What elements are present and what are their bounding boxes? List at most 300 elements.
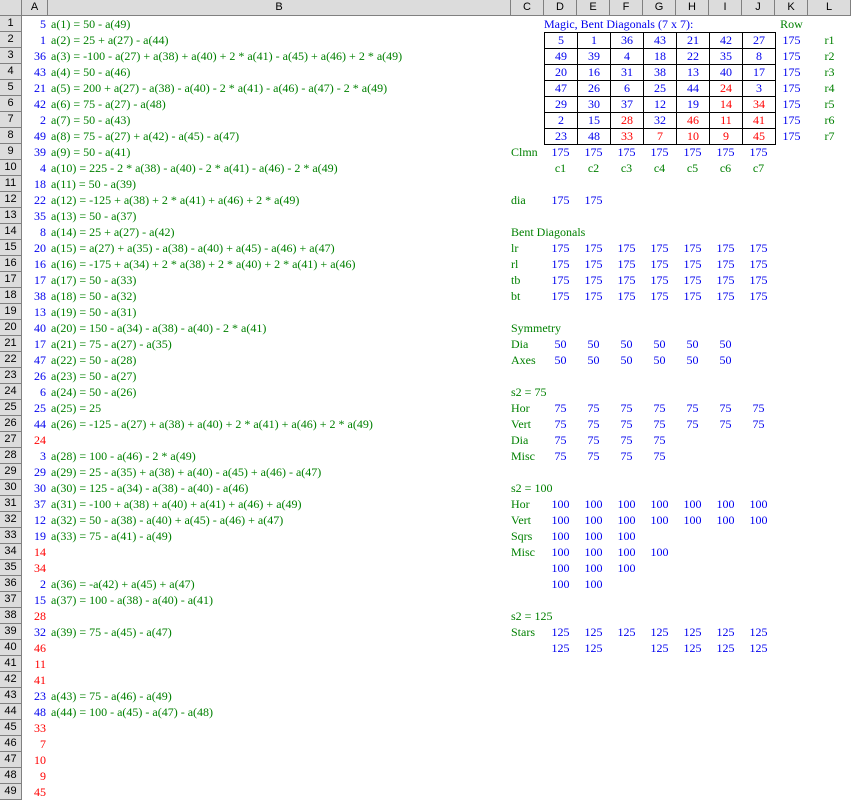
row-header-48[interactable]: 48 [0, 768, 22, 784]
s2-100-r3-v2[interactable]: 100 [584, 529, 603, 543]
magic-cell-r3-c3[interactable]: 31 [610, 64, 644, 81]
s2-100-r2-v6[interactable]: 100 [716, 513, 735, 527]
cell-a11[interactable]: 18 [34, 177, 46, 191]
row-header-10[interactable]: 10 [0, 160, 22, 176]
magic-cell-r4-c4[interactable]: 25 [643, 80, 677, 97]
bent-diagonals-r4-v6[interactable]: 175 [716, 289, 735, 303]
s2-100-r3-v1[interactable]: 100 [551, 529, 570, 543]
cell-b12[interactable]: a(12) = -125 + a(38) + 2 * a(41) + a(46) + 2 * a(49) [51, 193, 300, 207]
magic-cell-r3-c6[interactable]: 40 [709, 64, 743, 81]
row-label-2[interactable]: r2 [824, 49, 835, 63]
cell-b24[interactable]: a(24) = 50 - a(26) [51, 385, 137, 399]
row-sum-1[interactable]: 175 [782, 33, 801, 47]
cell-b7[interactable]: a(7) = 50 - a(43) [51, 113, 131, 127]
cell-a18[interactable]: 38 [34, 289, 46, 303]
row-sum-6[interactable]: 175 [782, 113, 801, 127]
magic-cell-r4-c3[interactable]: 6 [610, 80, 644, 97]
cell-b36[interactable]: a(36) = -a(42) + a(45) + a(47) [51, 577, 195, 591]
cell-b6[interactable]: a(6) = 75 - a(27) - a(48) [51, 97, 166, 111]
row-header-24[interactable]: 24 [0, 384, 22, 400]
cell-a1[interactable]: 5 [40, 17, 46, 31]
s2-125-r1-v5[interactable]: 125 [683, 625, 702, 639]
s2-75-r4-v2[interactable]: 75 [587, 449, 600, 463]
cell-b30[interactable]: a(30) = 125 - a(34) - a(38) - a(40) - a(46) [51, 481, 249, 495]
bent-diagonals-r3-v1[interactable]: 175 [551, 273, 570, 287]
cell-a40[interactable]: 46 [34, 641, 46, 655]
column-header-h[interactable]: H [676, 0, 709, 16]
clmn-name-7[interactable]: c7 [752, 161, 765, 175]
magic-cell-r1-c2[interactable]: 1 [577, 32, 611, 49]
magic-cell-r5-c2[interactable]: 30 [577, 96, 611, 113]
column-header-c[interactable]: C [511, 0, 544, 16]
cell-a41[interactable]: 11 [34, 657, 46, 671]
magic-cell-r6-c6[interactable]: 11 [709, 112, 743, 129]
bent-diagonals-r3-v6[interactable]: 175 [716, 273, 735, 287]
magic-cell-r5-c7[interactable]: 34 [742, 96, 776, 113]
cell-a16[interactable]: 16 [34, 257, 46, 271]
s2-100-title[interactable]: s2 = 100 [511, 481, 553, 495]
cell-a45[interactable]: 33 [34, 721, 46, 735]
cell-b2[interactable]: a(2) = 25 + a(27) - a(44) [51, 33, 169, 47]
magic-cell-r2-c3[interactable]: 4 [610, 48, 644, 65]
cell-a17[interactable]: 17 [34, 273, 46, 287]
cell-a46[interactable]: 7 [40, 737, 46, 751]
cell-a24[interactable]: 6 [40, 385, 46, 399]
row-header-33[interactable]: 33 [0, 528, 22, 544]
cell-b26[interactable]: a(26) = -125 - a(27) + a(38) + a(40) + 2 * a(41) + a(46) + 2 * a(49) [51, 417, 373, 431]
s2-100-r6-v2[interactable]: 100 [584, 577, 603, 591]
row-header-20[interactable]: 20 [0, 320, 22, 336]
cell-a47[interactable]: 10 [34, 753, 46, 767]
bent-diagonals-r2-v6[interactable]: 175 [716, 257, 735, 271]
s2-75-label-2[interactable]: Vert [511, 417, 531, 431]
s2-75-label-3[interactable]: Dia [511, 433, 529, 447]
dia-sum-1[interactable]: 175 [551, 193, 570, 207]
symmetry-r2-v3[interactable]: 50 [620, 353, 633, 367]
cell-a9[interactable]: 39 [34, 145, 46, 159]
row-header-49[interactable]: 49 [0, 784, 22, 800]
cell-b9[interactable]: a(9) = 50 - a(41) [51, 145, 131, 159]
s2-75-r1-v2[interactable]: 75 [587, 401, 600, 415]
symmetry-r1-v3[interactable]: 50 [620, 337, 633, 351]
s2-100-r3-v3[interactable]: 100 [617, 529, 636, 543]
s2-100-r2-v5[interactable]: 100 [683, 513, 702, 527]
symmetry-r1-v2[interactable]: 50 [587, 337, 600, 351]
s2-75-r3-v1[interactable]: 75 [554, 433, 567, 447]
cell-b5[interactable]: a(5) = 200 + a(27) - a(38) - a(40) - 2 * a(41) - a(46) - a(47) - 2 * a(49) [51, 81, 388, 95]
cell-b18[interactable]: a(18) = 50 - a(32) [51, 289, 137, 303]
row-label-3[interactable]: r3 [824, 65, 835, 79]
column-header-l[interactable]: L [808, 0, 851, 16]
row-header-43[interactable]: 43 [0, 688, 22, 704]
row-header-35[interactable]: 35 [0, 560, 22, 576]
s2-125-r1-v1[interactable]: 125 [551, 625, 570, 639]
row-header-46[interactable]: 46 [0, 736, 22, 752]
row-header-36[interactable]: 36 [0, 576, 22, 592]
magic-cell-r4-c1[interactable]: 47 [544, 80, 578, 97]
cell-b25[interactable]: a(25) = 25 [51, 401, 102, 415]
row-header-12[interactable]: 12 [0, 192, 22, 208]
s2-125-title[interactable]: s2 = 125 [511, 609, 553, 623]
s2-100-r1-v6[interactable]: 100 [716, 497, 735, 511]
row-header-37[interactable]: 37 [0, 592, 22, 608]
s2-75-label-1[interactable]: Hor [511, 401, 530, 415]
magic-cell-r4-c5[interactable]: 44 [676, 80, 710, 97]
s2-75-r2-v3[interactable]: 75 [620, 417, 633, 431]
s2-75-r1-v4[interactable]: 75 [653, 401, 666, 415]
magic-cell-r7-c3[interactable]: 33 [610, 128, 644, 145]
magic-cell-r5-c6[interactable]: 14 [709, 96, 743, 113]
cell-a7[interactable]: 2 [40, 113, 46, 127]
cell-a30[interactable]: 30 [34, 481, 46, 495]
symmetry-title[interactable]: Symmetry [511, 321, 561, 335]
cell-a13[interactable]: 35 [34, 209, 46, 223]
row-label-7[interactable]: r7 [824, 129, 835, 143]
row-header-15[interactable]: 15 [0, 240, 22, 256]
row-sum-header[interactable]: Row [780, 17, 803, 31]
magic-cell-r3-c1[interactable]: 20 [544, 64, 578, 81]
cell-b17[interactable]: a(17) = 50 - a(33) [51, 273, 137, 287]
s2-125-r1-v3[interactable]: 125 [617, 625, 636, 639]
magic-cell-r7-c4[interactable]: 7 [643, 128, 677, 145]
cell-a22[interactable]: 47 [34, 353, 46, 367]
magic-cell-r2-c1[interactable]: 49 [544, 48, 578, 65]
s2-75-r3-v4[interactable]: 75 [653, 433, 666, 447]
cell-b11[interactable]: a(11) = 50 - a(39) [51, 177, 136, 191]
row-header-23[interactable]: 23 [0, 368, 22, 384]
s2-100-r2-v2[interactable]: 100 [584, 513, 603, 527]
s2-100-r2-v1[interactable]: 100 [551, 513, 570, 527]
magic-cell-r6-c5[interactable]: 46 [676, 112, 710, 129]
cell-a27[interactable]: 24 [34, 433, 46, 447]
dia-sum-2[interactable]: 175 [584, 193, 603, 207]
clmn-sum-5[interactable]: 175 [683, 145, 702, 159]
bent-diagonals-r1-v3[interactable]: 175 [617, 241, 636, 255]
s2-100-label-1[interactable]: Hor [511, 497, 530, 511]
bent-diagonals-r2-v5[interactable]: 175 [683, 257, 702, 271]
cell-a34[interactable]: 14 [34, 545, 46, 559]
symmetry-r2-v1[interactable]: 50 [554, 353, 567, 367]
cell-a21[interactable]: 17 [34, 337, 46, 351]
s2-125-r2-v5[interactable]: 125 [683, 641, 702, 655]
s2-100-r2-v3[interactable]: 100 [617, 513, 636, 527]
magic-cell-r2-c5[interactable]: 22 [676, 48, 710, 65]
cell-b14[interactable]: a(14) = 25 + a(27) - a(42) [51, 225, 175, 239]
cell-b10[interactable]: a(10) = 225 - 2 * a(38) - a(40) - 2 * a(41) - a(46) - 2 * a(49) [51, 161, 338, 175]
row-header-17[interactable]: 17 [0, 272, 22, 288]
bent-diagonals-r3-v7[interactable]: 175 [749, 273, 768, 287]
row-header-26[interactable]: 26 [0, 416, 22, 432]
column-header-j[interactable]: J [742, 0, 775, 16]
s2-125-r2-v1[interactable]: 125 [551, 641, 570, 655]
bent-diagonals-r3-v3[interactable]: 175 [617, 273, 636, 287]
bent-diagonals-r2-v3[interactable]: 175 [617, 257, 636, 271]
cell-b16[interactable]: a(16) = -175 + a(34) + 2 * a(38) + 2 * a(40) + 2 * a(41) + a(46) [51, 257, 356, 271]
column-header-d[interactable]: D [544, 0, 577, 16]
magic-cell-r4-c2[interactable]: 26 [577, 80, 611, 97]
cell-b13[interactable]: a(13) = 50 - a(37) [51, 209, 137, 223]
clmn-name-1[interactable]: c1 [554, 161, 567, 175]
bent-diagonals-r1-v2[interactable]: 175 [584, 241, 603, 255]
column-header-k[interactable]: K [775, 0, 808, 16]
cell-a32[interactable]: 12 [34, 513, 46, 527]
row-header-2[interactable]: 2 [0, 32, 22, 48]
symmetry-r1-v6[interactable]: 50 [719, 337, 732, 351]
cell-b37[interactable]: a(37) = 100 - a(38) - a(40) - a(41) [51, 593, 214, 607]
bent-diagonals-r2-v2[interactable]: 175 [584, 257, 603, 271]
bent-diagonals-label-2[interactable]: rl [511, 257, 519, 271]
cell-b4[interactable]: a(4) = 50 - a(46) [51, 65, 131, 79]
magic-cell-r2-c2[interactable]: 39 [577, 48, 611, 65]
row-header-41[interactable]: 41 [0, 656, 22, 672]
bent-diagonals-r3-v2[interactable]: 175 [584, 273, 603, 287]
s2-75-title[interactable]: s2 = 75 [511, 385, 547, 399]
s2-125-r2-v2[interactable]: 125 [584, 641, 603, 655]
s2-100-label-3[interactable]: Sqrs [511, 529, 533, 543]
row-header-1[interactable]: 1 [0, 16, 22, 32]
symmetry-r1-v5[interactable]: 50 [686, 337, 699, 351]
magic-cell-r7-c5[interactable]: 10 [676, 128, 710, 145]
row-header-3[interactable]: 3 [0, 48, 22, 64]
symmetry-r1-v4[interactable]: 50 [653, 337, 666, 351]
symmetry-r2-v4[interactable]: 50 [653, 353, 666, 367]
clmn-name-5[interactable]: c5 [686, 161, 699, 175]
s2-75-r3-v2[interactable]: 75 [587, 433, 600, 447]
bent-diagonals-r4-v1[interactable]: 175 [551, 289, 570, 303]
magic-cell-r4-c7[interactable]: 3 [742, 80, 776, 97]
magic-cell-r3-c7[interactable]: 17 [742, 64, 776, 81]
cell-b33[interactable]: a(33) = 75 - a(41) - a(49) [51, 529, 172, 543]
cell-a20[interactable]: 40 [34, 321, 46, 335]
s2-125-r1-v4[interactable]: 125 [650, 625, 669, 639]
magic-cell-r2-c6[interactable]: 35 [709, 48, 743, 65]
s2-75-r1-v5[interactable]: 75 [686, 401, 699, 415]
row-header-25[interactable]: 25 [0, 400, 22, 416]
s2-100-r6-v1[interactable]: 100 [551, 577, 570, 591]
bent-diagonals-r3-v4[interactable]: 175 [650, 273, 669, 287]
row-header-18[interactable]: 18 [0, 288, 22, 304]
bent-diagonals-r4-v5[interactable]: 175 [683, 289, 702, 303]
bent-diagonals-r1-v6[interactable]: 175 [716, 241, 735, 255]
magic-cell-r7-c7[interactable]: 45 [742, 128, 776, 145]
row-header-47[interactable]: 47 [0, 752, 22, 768]
cell-a29[interactable]: 29 [34, 465, 46, 479]
s2-75-label-4[interactable]: Misc [511, 449, 535, 463]
bent-diagonals-r4-v4[interactable]: 175 [650, 289, 669, 303]
s2-100-r1-v3[interactable]: 100 [617, 497, 636, 511]
clmn-name-4[interactable]: c4 [653, 161, 666, 175]
s2-75-r2-v1[interactable]: 75 [554, 417, 567, 431]
dia-label[interactable]: dia [511, 193, 526, 207]
row-header-32[interactable]: 32 [0, 512, 22, 528]
s2-100-r4-v1[interactable]: 100 [551, 545, 570, 559]
magic-cell-r2-c4[interactable]: 18 [643, 48, 677, 65]
cell-b3[interactable]: a(3) = -100 - a(27) + a(38) + a(40) + 2 * a(41) - a(45) + a(46) + 2 * a(49) [51, 49, 403, 63]
row-header-42[interactable]: 42 [0, 672, 22, 688]
clmn-sum-4[interactable]: 175 [650, 145, 669, 159]
s2-125-r2-v4[interactable]: 125 [650, 641, 669, 655]
s2-125-r1-v6[interactable]: 125 [716, 625, 735, 639]
bent-diagonals-r4-v2[interactable]: 175 [584, 289, 603, 303]
cell-b20[interactable]: a(20) = 150 - a(34) - a(38) - a(40) - 2 * a(41) [51, 321, 267, 335]
clmn-name-2[interactable]: c2 [587, 161, 600, 175]
cell-a15[interactable]: 20 [34, 241, 46, 255]
s2-100-r2-v7[interactable]: 100 [749, 513, 768, 527]
cell-a8[interactable]: 49 [34, 129, 46, 143]
s2-125-r2-v6[interactable]: 125 [716, 641, 735, 655]
cell-a48[interactable]: 9 [40, 769, 46, 783]
cell-b23[interactable]: a(23) = 50 - a(27) [51, 369, 137, 383]
s2-100-r5-v3[interactable]: 100 [617, 561, 636, 575]
s2-100-label-2[interactable]: Vert [511, 513, 531, 527]
cell-a42[interactable]: 41 [34, 673, 46, 687]
s2-100-r1-v7[interactable]: 100 [749, 497, 768, 511]
cell-a3[interactable]: 36 [34, 49, 46, 63]
column-header-e[interactable]: E [577, 0, 610, 16]
s2-75-r4-v3[interactable]: 75 [620, 449, 633, 463]
cell-a28[interactable]: 3 [40, 449, 46, 463]
cell-a4[interactable]: 43 [34, 65, 46, 79]
s2-75-r2-v4[interactable]: 75 [653, 417, 666, 431]
row-sum-5[interactable]: 175 [782, 97, 801, 111]
cell-a33[interactable]: 19 [34, 529, 46, 543]
s2-100-r4-v2[interactable]: 100 [584, 545, 603, 559]
clmn-name-3[interactable]: c3 [620, 161, 633, 175]
cell-b22[interactable]: a(22) = 50 - a(28) [51, 353, 137, 367]
magic-cell-r6-c2[interactable]: 15 [577, 112, 611, 129]
s2-75-r4-v1[interactable]: 75 [554, 449, 567, 463]
symmetry-label-1[interactable]: Dia [511, 337, 529, 351]
row-header-21[interactable]: 21 [0, 336, 22, 352]
s2-100-r1-v1[interactable]: 100 [551, 497, 570, 511]
row-header-16[interactable]: 16 [0, 256, 22, 272]
magic-cell-r3-c4[interactable]: 38 [643, 64, 677, 81]
row-sum-3[interactable]: 175 [782, 65, 801, 79]
cell-a25[interactable]: 25 [34, 401, 46, 415]
cell-b15[interactable]: a(15) = a(27) + a(35) - a(38) - a(40) + a(45) - a(46) + a(47) [51, 241, 335, 255]
s2-100-r1-v5[interactable]: 100 [683, 497, 702, 511]
cell-b39[interactable]: a(39) = 75 - a(45) - a(47) [51, 625, 172, 639]
s2-75-r3-v3[interactable]: 75 [620, 433, 633, 447]
cell-a14[interactable]: 8 [40, 225, 46, 239]
row-sum-2[interactable]: 175 [782, 49, 801, 63]
cell-a44[interactable]: 48 [34, 705, 46, 719]
s2-125-r1-v2[interactable]: 125 [584, 625, 603, 639]
magic-cell-r6-c4[interactable]: 32 [643, 112, 677, 129]
row-header-5[interactable]: 5 [0, 80, 22, 96]
row-header-6[interactable]: 6 [0, 96, 22, 112]
s2-100-r1-v2[interactable]: 100 [584, 497, 603, 511]
row-header-14[interactable]: 14 [0, 224, 22, 240]
clmn-sum-3[interactable]: 175 [617, 145, 636, 159]
row-sum-4[interactable]: 175 [782, 81, 801, 95]
s2-100-r5-v2[interactable]: 100 [584, 561, 603, 575]
row-header-27[interactable]: 27 [0, 432, 22, 448]
s2-75-r2-v7[interactable]: 75 [752, 417, 765, 431]
magic-cell-r5-c4[interactable]: 12 [643, 96, 677, 113]
cell-b31[interactable]: a(31) = -100 + a(38) + a(40) + a(41) + a(46) + a(49) [51, 497, 302, 511]
cell-b19[interactable]: a(19) = 50 - a(31) [51, 305, 137, 319]
magic-cell-r5-c1[interactable]: 29 [544, 96, 578, 113]
magic-cell-r1-c7[interactable]: 27 [742, 32, 776, 49]
select-all-corner[interactable] [0, 0, 22, 16]
cell-a12[interactable]: 22 [34, 193, 46, 207]
symmetry-r2-v2[interactable]: 50 [587, 353, 600, 367]
bent-diagonals-r4-v3[interactable]: 175 [617, 289, 636, 303]
s2-75-r1-v6[interactable]: 75 [719, 401, 732, 415]
s2-100-r4-v3[interactable]: 100 [617, 545, 636, 559]
column-header-i[interactable]: I [709, 0, 742, 16]
magic-cell-r7-c6[interactable]: 9 [709, 128, 743, 145]
s2-75-r2-v6[interactable]: 75 [719, 417, 732, 431]
row-header-7[interactable]: 7 [0, 112, 22, 128]
bent-diagonals-label-3[interactable]: tb [511, 273, 521, 287]
bent-diagonals-r2-v7[interactable]: 175 [749, 257, 768, 271]
row-header-13[interactable]: 13 [0, 208, 22, 224]
bent-diagonals-r2-v4[interactable]: 175 [650, 257, 669, 271]
cell-a37[interactable]: 15 [34, 593, 46, 607]
cell-b8[interactable]: a(8) = 75 - a(27) + a(42) - a(45) - a(47) [51, 129, 240, 143]
magic-cell-r5-c3[interactable]: 37 [610, 96, 644, 113]
cell-a38[interactable]: 28 [34, 609, 46, 623]
s2-75-r1-v1[interactable]: 75 [554, 401, 567, 415]
cell-b29[interactable]: a(29) = 25 - a(35) + a(38) + a(40) - a(45) + a(46) - a(47) [51, 465, 322, 479]
clmn-label[interactable]: Clmn [511, 145, 538, 159]
magic-cell-r5-c5[interactable]: 19 [676, 96, 710, 113]
column-header-b[interactable]: B [48, 0, 511, 16]
s2-100-label-4[interactable]: Misc [511, 545, 535, 559]
cell-a6[interactable]: 42 [34, 97, 46, 111]
cell-a5[interactable]: 21 [34, 81, 46, 95]
s2-75-r2-v5[interactable]: 75 [686, 417, 699, 431]
s2-75-r1-v3[interactable]: 75 [620, 401, 633, 415]
cell-a49[interactable]: 45 [34, 785, 46, 799]
clmn-sum-7[interactable]: 175 [749, 145, 768, 159]
cell-b44[interactable]: a(44) = 100 - a(45) - a(47) - a(48) [51, 705, 214, 719]
row-label-4[interactable]: r4 [824, 81, 835, 95]
cell-a31[interactable]: 37 [34, 497, 46, 511]
row-header-45[interactable]: 45 [0, 720, 22, 736]
magic-cell-r6-c3[interactable]: 28 [610, 112, 644, 129]
s2-125-label-1[interactable]: Stars [511, 625, 535, 639]
bent-diagonals-label-1[interactable]: lr [511, 241, 519, 255]
cell-a36[interactable]: 2 [40, 577, 46, 591]
cell-a35[interactable]: 34 [34, 561, 46, 575]
row-header-44[interactable]: 44 [0, 704, 22, 720]
cell-a19[interactable]: 13 [34, 305, 46, 319]
row-header-38[interactable]: 38 [0, 608, 22, 624]
cell-a43[interactable]: 23 [34, 689, 46, 703]
row-label-1[interactable]: r1 [824, 33, 835, 47]
row-header-9[interactable]: 9 [0, 144, 22, 160]
cell-b21[interactable]: a(21) = 75 - a(27) - a(35) [51, 337, 172, 351]
cell-a39[interactable]: 32 [34, 625, 46, 639]
s2-125-r1-v7[interactable]: 125 [749, 625, 768, 639]
magic-cell-r1-c6[interactable]: 42 [709, 32, 743, 49]
row-label-5[interactable]: r5 [824, 97, 835, 111]
magic-cell-r4-c6[interactable]: 24 [709, 80, 743, 97]
bent-diagonals-r1-v4[interactable]: 175 [650, 241, 669, 255]
column-header-a[interactable]: A [22, 0, 48, 16]
row-sum-7[interactable]: 175 [782, 129, 801, 143]
row-header-4[interactable]: 4 [0, 64, 22, 80]
s2-100-r4-v4[interactable]: 100 [650, 545, 669, 559]
magic-square-title[interactable]: Magic, Bent Diagonals (7 x 7): [544, 17, 694, 31]
bent-diagonals-r1-v5[interactable]: 175 [683, 241, 702, 255]
bent-diagonals-title[interactable]: Bent Diagonals [511, 225, 586, 239]
cell-a26[interactable]: 44 [34, 417, 46, 431]
column-header-f[interactable]: F [610, 0, 643, 16]
